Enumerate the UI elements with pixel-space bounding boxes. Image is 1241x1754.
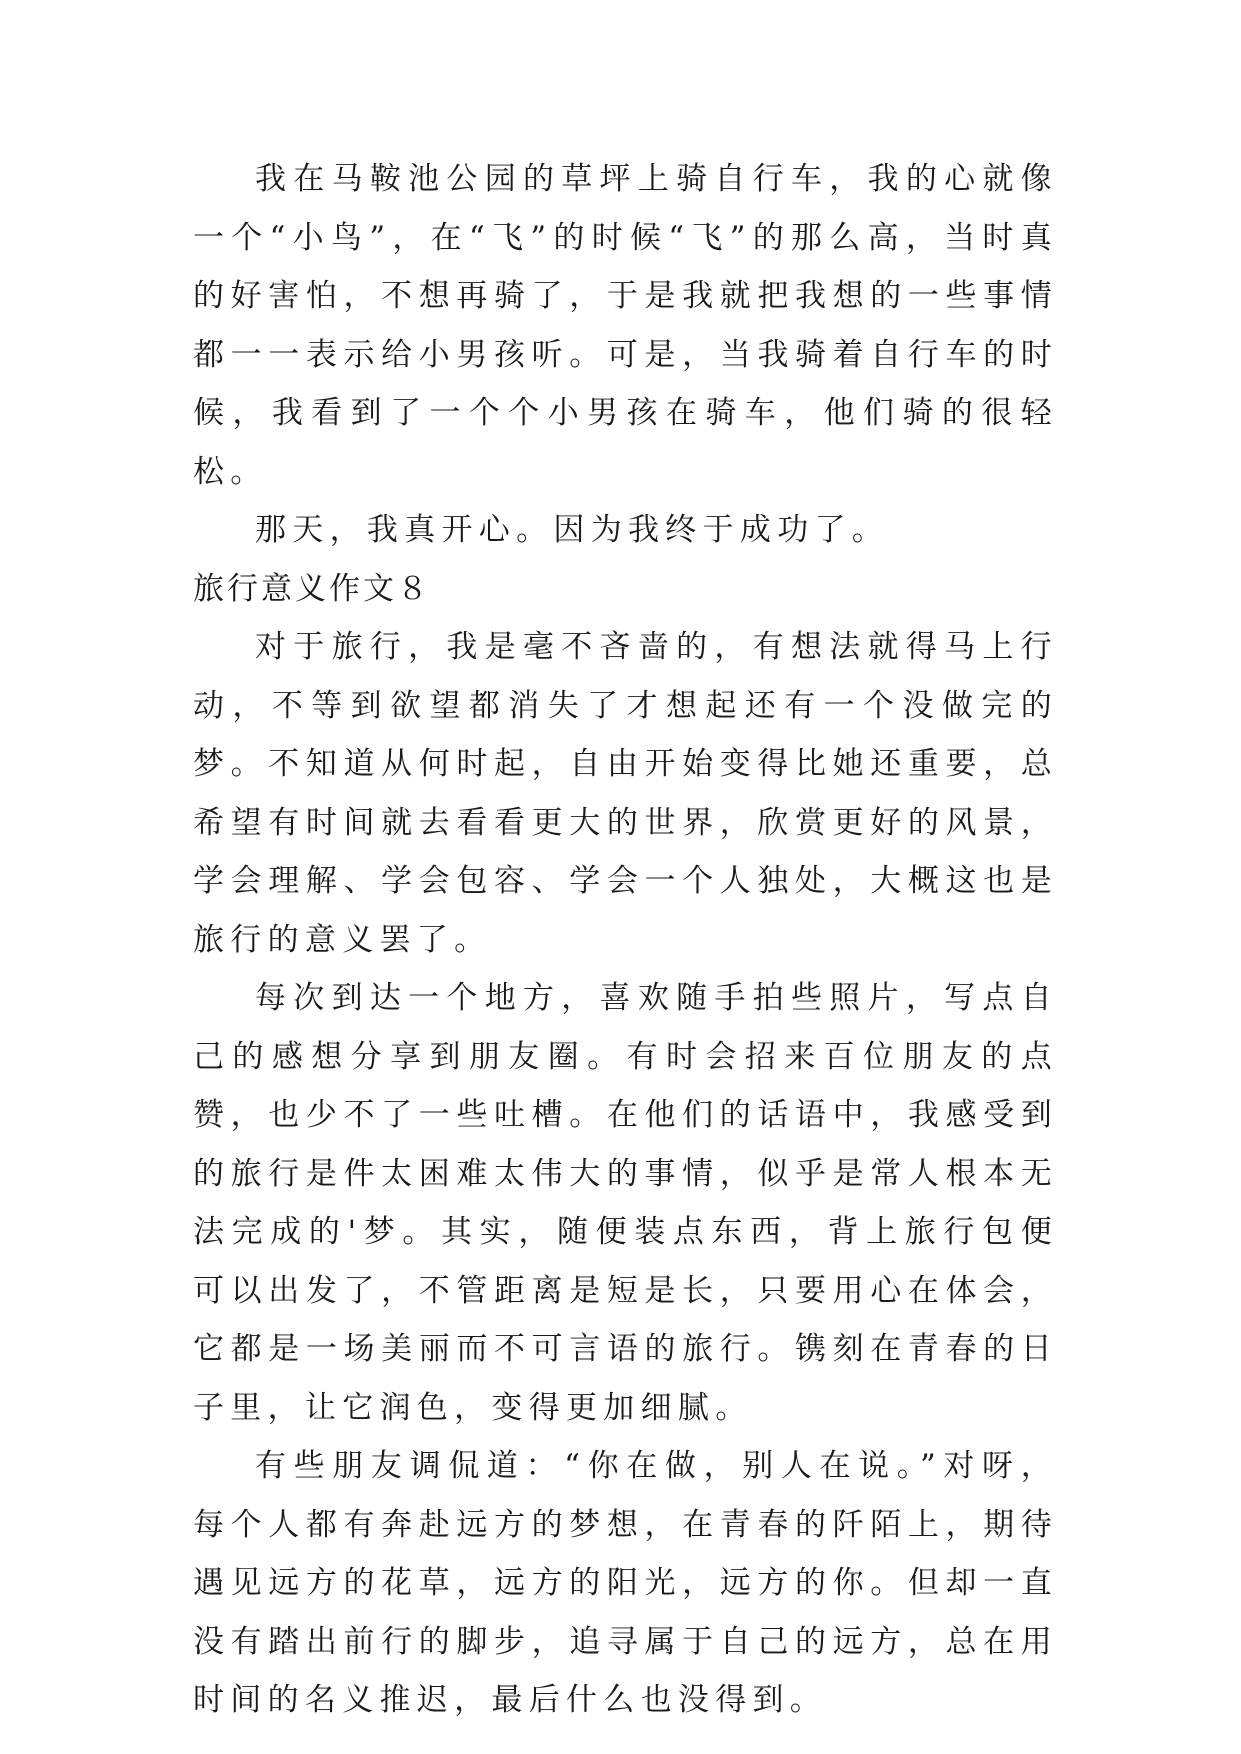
paragraph: 有些朋友调侃道：“你在做，别人在说。”对呀，每个人都有奔赴远方的梦想，在青春的阡陌上，期待遇见远方的花草，远方的阳光，远方的你。但却一直没有踏出前行的脚步，追寻属于自己的远方，总在用时间的名义推迟，最后什么也没得到。 [193, 1448, 1058, 1718]
paragraph: 对于旅行，我是毫不吝啬的，有想法就得马上行动，不等到欲望都消失了才想起还有一个没做完的梦。不知道从何时起，自由开始变得比她还重要，总希望有时间就去看看更大的世界，欣赏更好的风景，学会理解、学会包容、学会一个人独处，大概这也是旅行的意义罢了。 [193, 629, 1058, 958]
paragraph: 我在马鞍池公园的草坪上骑自行车，我的心就像一个“小鸟”，在“飞”的时候“飞”的那么高，当时真的好害怕，不想再骑了，于是我就把我想的一些事情都一一表示给小男孩听。可是，当我骑着自行车的时候，我看到了一个个小男孩在骑车，他们骑的很轻松。 [193, 161, 1058, 490]
paragraph: 那天，我真开心。因为我终于成功了。 [255, 512, 890, 548]
paragraph: 每次到达一个地方，喜欢随手拍些照片，写点自己的感想分享到朋友圈。有时会招来百位朋友的点赞，也少不了一些吐槽。在他们的话语中，我感受到的旅行是件太困难太伟大的事情，似乎是常人根本无法完成的'梦。其实，随便装点东西，背上旅行包便可以出发了，不管距离是短是长，只要用心在体会，它都是一场美丽而不可言语的旅行。镌刻在青春的日子里，让它润色，变得更加细腻。 [193, 980, 1058, 1426]
document-page [193, 150, 1058, 1730]
section-heading: 旅行意义作文８ [193, 570, 431, 607]
